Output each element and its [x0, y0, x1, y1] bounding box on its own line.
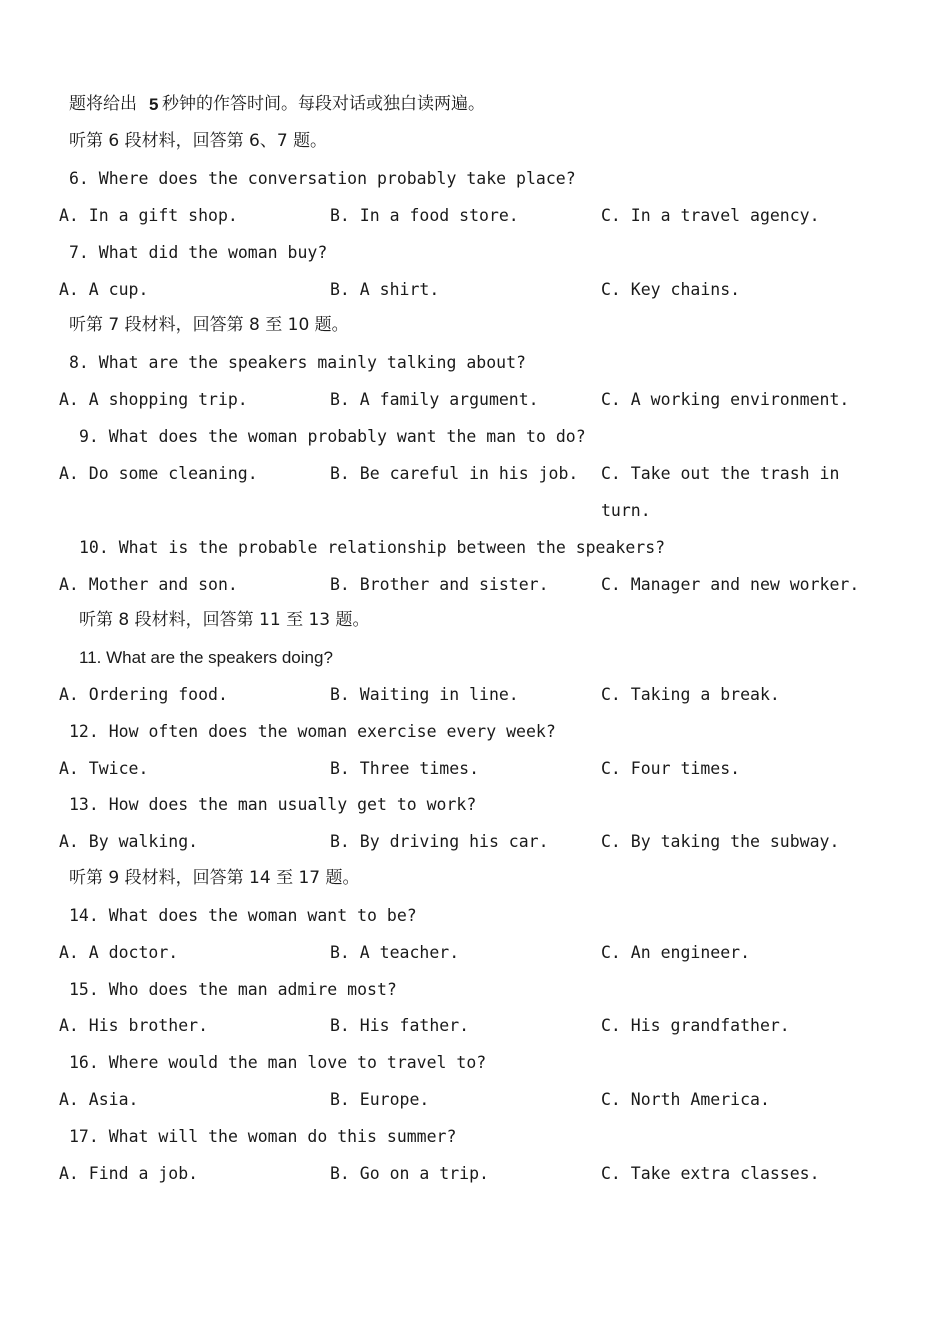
- option-b: B. A family argument.: [330, 390, 539, 409]
- question-text: 13. How does the man usually get to work?: [69, 795, 477, 814]
- option-a: A. A shopping trip.: [59, 390, 248, 409]
- option-b: B. Be careful in his job.: [330, 464, 579, 483]
- option-a: A. Asia.: [59, 1090, 139, 1109]
- answer-options: [0, 823, 950, 860]
- question-text: 11. What are the speakers doing?: [79, 648, 333, 667]
- answer-options: [0, 271, 950, 308]
- option-a: A. A cup.: [59, 280, 149, 299]
- option-b: B. Brother and sister.: [330, 575, 549, 594]
- option-a: A. His brother.: [59, 1016, 209, 1035]
- option-a: A. Mother and son.: [59, 575, 238, 594]
- option-a: A. Ordering food.: [59, 685, 228, 704]
- option-a: A. Find a job.: [59, 1164, 199, 1183]
- option-c: C. Take extra classes.: [601, 1164, 820, 1183]
- question-text: 15. Who does the man admire most?: [69, 980, 397, 999]
- answer-options: [0, 1155, 950, 1192]
- instruction-text: [0, 86, 950, 123]
- option-a: A. By walking.: [59, 832, 199, 851]
- answer-options: [0, 676, 950, 713]
- option-c: C. Take out the trash in: [601, 464, 840, 483]
- question-text: 9. What does the woman probably want the man to do?: [79, 427, 586, 446]
- answer-options: [0, 455, 950, 492]
- option-c: C. Key chains.: [601, 280, 741, 299]
- option-b: B. Go on a trip.: [330, 1164, 489, 1183]
- option-b: B. By driving his car.: [330, 832, 549, 851]
- answer-options: [0, 934, 950, 971]
- section-heading: 听第 8 段材料，回答第 11 至 13 题。: [79, 610, 370, 630]
- question-text: 8. What are the speakers mainly talking about?: [69, 353, 526, 372]
- answer-options: [0, 1007, 950, 1044]
- answer-option-continuation: [0, 492, 950, 529]
- question-text: 16. Where would the man love to travel to?: [69, 1053, 487, 1072]
- question-text: 7. What did the woman buy?: [69, 243, 328, 262]
- section-heading: 听第 6 段材料，回答第 6、7 题。: [69, 131, 328, 151]
- question-text: 10. What is the probable relationship between the speakers?: [79, 538, 666, 557]
- instruction-post: 秒钟的作答时间。每段对话或独白读两遍。: [162, 94, 485, 114]
- option-b: B. His father.: [330, 1016, 470, 1035]
- option-a: A. Twice.: [59, 759, 149, 778]
- option-b: B. A shirt.: [330, 280, 440, 299]
- option-c: C. North America.: [601, 1090, 770, 1109]
- option-c: C. Four times.: [601, 759, 741, 778]
- option-c: C. His grandfather.: [601, 1016, 790, 1035]
- option-c: C. An engineer.: [601, 943, 751, 962]
- answer-options: [0, 381, 950, 418]
- question-text: 6. Where does the conversation probably take place?: [69, 169, 576, 188]
- option-c-wrap: turn.: [601, 501, 651, 520]
- option-c: C. A working environment.: [601, 390, 850, 409]
- option-c: C. Manager and new worker.: [601, 575, 860, 594]
- option-a: A. Do some cleaning.: [59, 464, 258, 483]
- option-b: B. Waiting in line.: [330, 685, 519, 704]
- question-text: 12. How often does the woman exercise every week?: [69, 722, 556, 741]
- answer-options: [0, 197, 950, 234]
- option-c: C. By taking the subway.: [601, 832, 840, 851]
- answer-options: [0, 566, 950, 603]
- option-b: B. Three times.: [330, 759, 480, 778]
- option-b: B. In a food store.: [330, 206, 519, 225]
- question-text: 14. What does the woman want to be?: [69, 906, 417, 925]
- option-b: B. Europe.: [330, 1090, 430, 1109]
- section-heading: 听第 7 段材料，回答第 8 至 10 题。: [69, 315, 349, 335]
- option-c: C. Taking a break.: [601, 685, 780, 704]
- option-b: B. A teacher.: [330, 943, 460, 962]
- answer-options: [0, 750, 950, 787]
- option-c: C. In a travel agency.: [601, 206, 820, 225]
- instruction-seconds: 5: [149, 95, 159, 114]
- option-a: A. A doctor.: [59, 943, 179, 962]
- answer-options: [0, 1081, 950, 1118]
- question-text: 17. What will the woman do this summer?: [69, 1127, 457, 1146]
- section-heading: 听第 9 段材料，回答第 14 至 17 题。: [69, 868, 360, 888]
- instruction-pre: 题将给出: [69, 94, 137, 114]
- option-a: A. In a gift shop.: [59, 206, 238, 225]
